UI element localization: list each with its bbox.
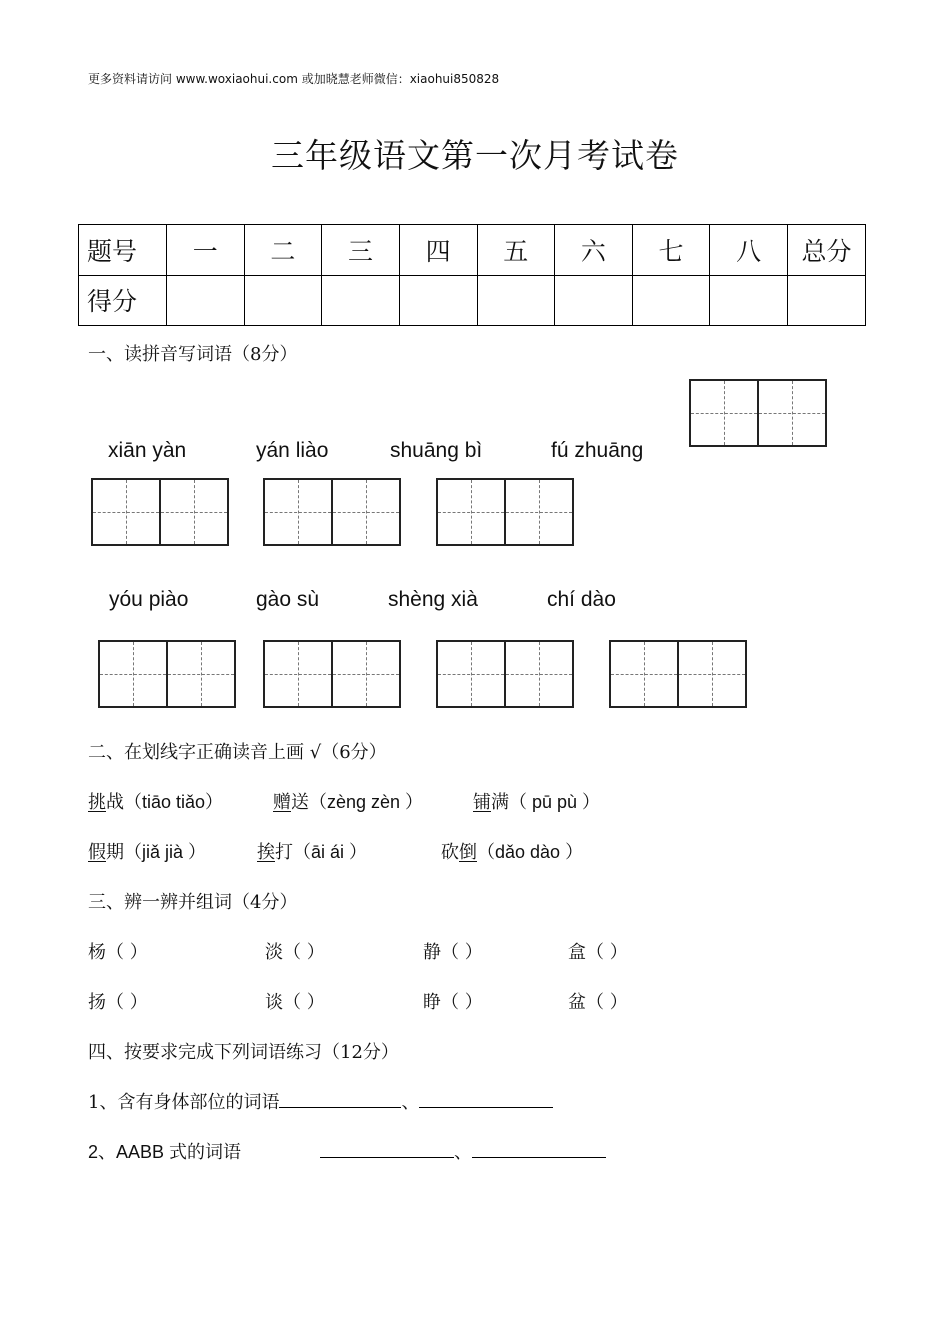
table-row — [79, 275, 866, 326]
pinyin-options[interactable]: （jiǎ jià ） — [124, 842, 207, 862]
score-input-cell[interactable] — [322, 275, 400, 326]
section-1-heading: 一、读拼音写词语（8分） — [88, 344, 298, 365]
page-title: 三年级语文第一次月考试卷 — [271, 136, 679, 175]
score-input-cell[interactable] — [555, 275, 633, 326]
score-input-cell[interactable] — [167, 275, 245, 326]
word-blank[interactable]: 杨（ ） — [88, 942, 148, 963]
separator: 、 — [401, 1092, 420, 1113]
header-note: 更多资料请访问 www.woxiaohui.com 或加晓慧老师微信：xiaohui850828 — [88, 72, 500, 86]
underlined-char: 挑 — [88, 792, 106, 813]
answer-blank[interactable] — [419, 1089, 553, 1108]
question-1-label: 1、含有身体部位的词语 — [88, 1092, 280, 1113]
table-cell: 六 — [555, 225, 633, 276]
reading-item — [441, 838, 583, 864]
word-blank[interactable]: 淡（ ） — [265, 942, 325, 963]
pinyin-label: xiān yàn — [108, 439, 187, 462]
table-cell: 二 — [244, 225, 322, 276]
pinyin-label: shèng xià — [388, 588, 478, 611]
underlined-char: 倒 — [459, 842, 477, 863]
reading-item — [257, 838, 367, 864]
writing-grid[interactable] — [91, 478, 229, 546]
word-rest: 满 — [491, 792, 509, 813]
answer-blank[interactable] — [279, 1089, 401, 1108]
pinyin-options[interactable]: （dǎo dào ） — [477, 842, 584, 862]
table-cell: 题号 — [79, 225, 167, 276]
word-blank[interactable]: 盆（ ） — [568, 992, 628, 1013]
pinyin-options[interactable]: （zèng zèn ） — [309, 792, 424, 812]
writing-grid[interactable] — [609, 640, 747, 708]
word-blank[interactable]: 睁（ ） — [423, 992, 483, 1013]
writing-grid[interactable] — [436, 478, 574, 546]
word-rest: 砍 — [441, 842, 459, 863]
word-blank[interactable]: 盒（ ） — [568, 942, 628, 963]
underlined-char: 假 — [88, 842, 106, 863]
underlined-char: 铺 — [473, 792, 491, 813]
reading-item — [88, 788, 223, 814]
score-input-cell[interactable] — [244, 275, 322, 326]
score-input-cell[interactable] — [399, 275, 477, 326]
table-cell: 得分 — [79, 275, 167, 326]
underlined-char: 赠 — [273, 792, 291, 813]
table-cell: 三 — [322, 225, 400, 276]
section-4-heading: 四、按要求完成下列词语练习（12分） — [88, 1042, 399, 1063]
score-table — [78, 224, 866, 326]
word-rest: 打 — [275, 842, 293, 863]
score-input-cell[interactable] — [632, 275, 710, 326]
pinyin-label: yóu piào — [109, 588, 189, 611]
table-cell: 五 — [477, 225, 555, 276]
word-rest: 期 — [106, 842, 124, 863]
table-cell: 总分 — [788, 225, 866, 276]
reading-item — [273, 788, 423, 814]
question-2-label: 2、AABB 式的词语 — [88, 1142, 242, 1162]
pinyin-label: yán liào — [256, 439, 329, 462]
section-2-heading: 二、在划线字正确读音上画 √（6分） — [88, 742, 387, 763]
pinyin-label: chí dào — [547, 588, 616, 611]
separator: 、 — [454, 1142, 472, 1163]
pinyin-options[interactable]: （ pū pù ） — [509, 792, 601, 812]
score-input-cell[interactable] — [788, 275, 866, 326]
pinyin-options[interactable]: （tiāo tiǎo） — [124, 792, 224, 812]
question-1 — [88, 1088, 553, 1114]
reading-item — [473, 788, 600, 814]
writing-grid[interactable] — [263, 478, 401, 546]
pinyin-label: gào sù — [256, 588, 320, 611]
reading-item — [88, 838, 206, 864]
writing-grid[interactable] — [436, 640, 574, 708]
writing-grid[interactable] — [98, 640, 236, 708]
pinyin-label: fú zhuāng — [551, 439, 644, 462]
writing-grid[interactable] — [689, 379, 827, 447]
question-2 — [88, 1138, 606, 1164]
score-input-cell[interactable] — [710, 275, 788, 326]
writing-grid[interactable] — [263, 640, 401, 708]
underlined-char: 挨 — [257, 842, 275, 863]
pinyin-label: shuāng bì — [390, 439, 483, 462]
word-blank[interactable]: 静（ ） — [423, 942, 483, 963]
table-cell: 一 — [167, 225, 245, 276]
word-rest: 战 — [106, 792, 124, 813]
table-row — [79, 225, 866, 276]
pinyin-options[interactable]: （āi ái ） — [293, 842, 368, 862]
score-input-cell[interactable] — [477, 275, 555, 326]
table-cell: 七 — [632, 225, 710, 276]
section-3-heading: 三、辨一辨并组词（4分） — [88, 892, 298, 913]
table-cell: 八 — [710, 225, 788, 276]
answer-blank[interactable] — [472, 1139, 606, 1158]
answer-blank[interactable] — [320, 1139, 454, 1158]
word-blank[interactable]: 扬（ ） — [88, 992, 148, 1013]
word-blank[interactable]: 谈（ ） — [265, 992, 325, 1013]
word-rest: 送 — [291, 792, 309, 813]
table-cell: 四 — [399, 225, 477, 276]
